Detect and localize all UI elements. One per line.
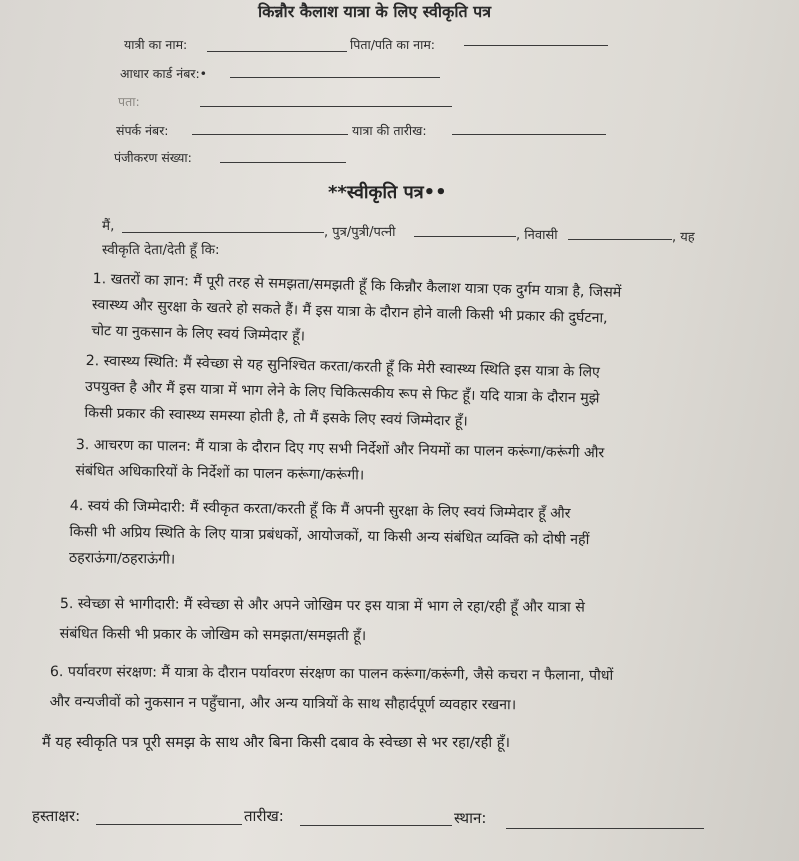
resident-field[interactable] bbox=[568, 239, 672, 240]
place-field[interactable] bbox=[506, 828, 704, 829]
sign-date-label: तारीख: bbox=[244, 807, 284, 825]
contact-field[interactable] bbox=[192, 134, 348, 135]
clause-2-line-3: किसी प्रकार की स्वास्थ्य समस्या होती है, तो मैं इसके लिए स्वयं जिम्मेदार हूँ। bbox=[84, 404, 468, 430]
aadhaar-field[interactable] bbox=[230, 77, 440, 78]
father-name-field[interactable] bbox=[464, 45, 608, 46]
place-label: स्थान: bbox=[454, 809, 487, 827]
clause-3-line-1: 3. आचरण का पालन: मैं यात्रा के दौरान दिए गए सभी निर्देशों और नियमों का पालन करूंगा/करूंगी और bbox=[75, 436, 605, 462]
clause-1-line-3: चोट या नुकसान के लिए स्वयं जिम्मेदार हूँ। bbox=[91, 322, 306, 345]
consent-heading: **स्वीकृति पत्र•• bbox=[328, 182, 447, 203]
address-field[interactable] bbox=[200, 106, 452, 107]
registration-field[interactable] bbox=[220, 162, 346, 163]
clause-4-line-2: किसी भी अप्रिय स्थिति के लिए यात्रा प्रबंधकों, आयोजकों, या किसी अन्य संबंधित व्यक्ति को दोषी नहीं bbox=[69, 523, 590, 549]
passenger-name-field[interactable] bbox=[207, 51, 347, 52]
yah-label: , यह bbox=[672, 230, 695, 245]
relation-label: , पुत्र/पुत्री/पत्नी bbox=[324, 225, 396, 240]
aadhaar-label: आधार कार्ड नंबर:• bbox=[120, 66, 208, 81]
clause-6-line-2: और वन्यजीवों को नुकसान न पहुँचाना, और अन्य यात्रियों के साथ सौहार्दपूर्ण व्यवहार रखना। bbox=[49, 693, 517, 714]
clause-3-line-2: संबंधित अधिकारियों के निर्देशों का पालन करूंगा/करूंगी। bbox=[75, 462, 365, 484]
declarant-name-field[interactable] bbox=[122, 232, 324, 233]
travel-date-label: यात्रा की तारीख: bbox=[352, 123, 427, 138]
clause-4 bbox=[69, 493, 590, 579]
declaration-prefix: मैं, bbox=[102, 218, 115, 234]
form-title: किन्नौर कैलाश यात्रा के लिए स्वीकृति पत्र bbox=[258, 2, 492, 21]
clause-4-line-1: 4. स्वयं की जिम्मेदारी: मैं स्वीकृत करता/करती हूँ कि मैं अपनी सुरक्षा के लिए स्वयं जिम्मेदार हूँ और bbox=[69, 497, 571, 522]
clause-2-line-1: 2. स्वास्थ्य स्थिति: मैं स्वेच्छा से यह सुनिश्चित करता/करती हूँ कि मेरी स्वास्थ्य स्थिति इस यात्रा के लिए bbox=[85, 352, 601, 381]
clause-1-line-2: स्वास्थ्य और सुरक्षा के खतरे हो सकते हैं। मैं इस यात्रा के दौरान होने वाली किसी भी प्रकार की दुर्घटना, bbox=[91, 296, 608, 327]
relation-field[interactable] bbox=[414, 236, 516, 237]
father-name-label: पिता/पति का नाम: bbox=[350, 37, 436, 52]
closing-statement: मैं यह स्वीकृति पत्र पूरी समझ के साथ और बिना किसी दबाव के स्वेच्छा से भर रहा/रही हूँ। bbox=[42, 734, 511, 751]
registration-label: पंजीकरण संख्या: bbox=[114, 150, 192, 165]
clause-2-line-2: उपयुक्त है और मैं इस यात्रा में भाग लेने के लिए चिकित्सकीय रूप से फिट हूँ। यदि यात्रा के दौरान मुझे bbox=[84, 378, 600, 407]
clause-6 bbox=[50, 657, 614, 721]
clause-1-line-1: 1. खतरों का ज्ञान: मैं पूरी तरह से समझता/समझती हूँ कि किन्नौर कैलाश यात्रा एक दुर्गम यात्रा है, जिसमें bbox=[92, 270, 622, 301]
signature-field[interactable] bbox=[96, 824, 242, 825]
travel-date-field[interactable] bbox=[452, 134, 606, 135]
signature-label: हस्ताक्षर: bbox=[32, 807, 81, 825]
contact-label: संपर्क नंबर: bbox=[116, 123, 169, 138]
declaration-line2: स्वीकृति देता/देती हूँ कि: bbox=[102, 242, 220, 258]
clause-6-line-1: 6. पर्यावरण संरक्षण: मैं यात्रा के दौरान पर्यावरण संरक्षण का पालन करूंगा/करूंगी, जैसे कचरा न फैलाना, पौधों bbox=[49, 663, 614, 684]
address-label: पता: bbox=[118, 94, 140, 109]
clause-4-line-3: ठहराऊंगा/ठहराऊंगी। bbox=[68, 549, 176, 568]
clause-1 bbox=[91, 266, 622, 358]
clause-5-line-2: संबंधित किसी भी प्रकार के जोखिम को समझता/समझती हूँ। bbox=[59, 625, 367, 645]
clause-5 bbox=[60, 589, 585, 653]
resident-label: , निवासी bbox=[516, 228, 558, 243]
sign-date-field[interactable] bbox=[300, 825, 452, 826]
clause-5-line-1: 5. स्वेच्छा से भागीदारी: मैं स्वेच्छा से और अपने जोखिम पर इस यात्रा में भाग ले रहा/रही हूँ और यात्रा से bbox=[59, 595, 585, 616]
clause-2 bbox=[84, 348, 600, 438]
clause-3 bbox=[75, 432, 604, 492]
passenger-name-label: यात्री का नाम: bbox=[124, 37, 188, 52]
